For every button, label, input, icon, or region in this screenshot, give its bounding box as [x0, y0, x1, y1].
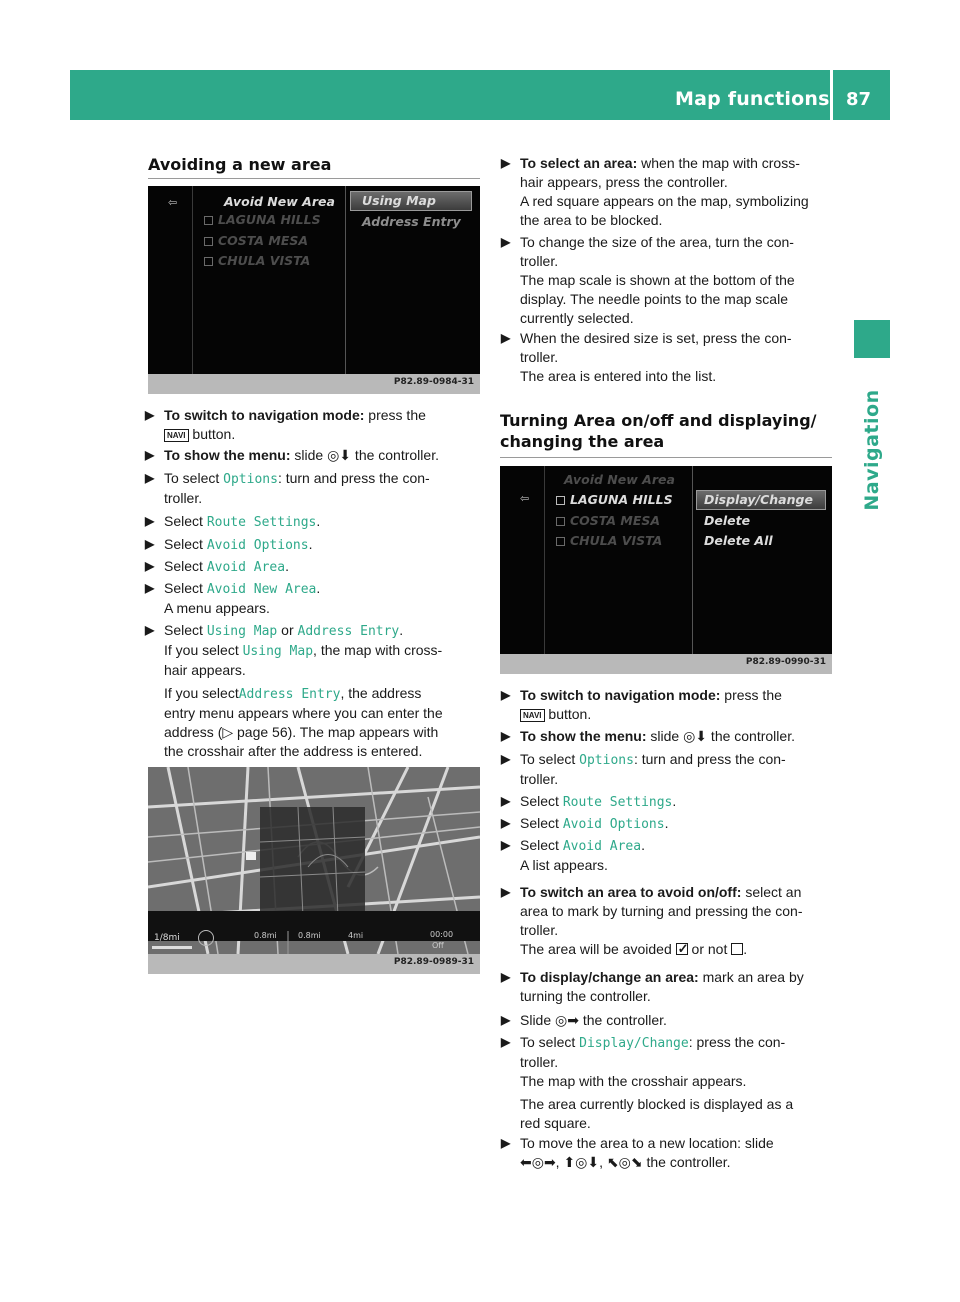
step-switch-nav-mode-2: ▶ To switch to navigation mode: press the NAVI button. [501, 687, 782, 722]
list-item: COSTA MESA [218, 233, 309, 248]
step-arrow-icon: ▶ [501, 156, 511, 170]
step-slide-controller: ▶ Slide ◎➡ the controller. [501, 1012, 667, 1028]
clock-readout: 00:00 [430, 930, 454, 939]
chapter-tab-marker [854, 320, 890, 358]
step-select-options-2: ▶ To select Options: turn and press the con- troller. [501, 751, 786, 787]
step-move-area: ▶ To move the area to a new location: slide ⬅◎➡, ⬆◎⬇, ⬉◎⬊ the controller. [501, 1135, 774, 1170]
step-arrow-icon: ▶ [501, 1013, 511, 1027]
checkbox-unchecked-icon [731, 943, 743, 955]
list-item: CHULA VISTA [218, 253, 311, 268]
step-arrow-icon: ▶ [145, 537, 155, 551]
step-toggle-area: ▶ To switch an area to avoid on/off: select an area to mark by turning and pressing the con- troller. The area will be avoided ✓ or not . [520, 883, 836, 959]
menu-option-display-change: Display/Change [704, 492, 813, 507]
menu-option-using-map: Using Map [362, 193, 436, 208]
menu-option-delete: Delete [704, 513, 751, 528]
page-section-title: Map functions [675, 88, 830, 110]
step-select-display-change: ▶ To select Display/Change: press the con- troller. The map with the crosshair appears. The area currently blocked is displayed as a red square. [501, 1034, 794, 1131]
step-arrow-icon: ▶ [501, 752, 511, 766]
step-arrow-icon: ▶ [145, 471, 155, 485]
heading-rule [148, 178, 480, 179]
step-arrow-icon: ▶ [501, 1035, 511, 1049]
clock-sub: Off [432, 941, 444, 950]
scale-mark: 4mi [348, 931, 364, 940]
menu-header: Avoid New Area [224, 194, 335, 209]
list-item-selected: LAGUNA HILLS [570, 492, 673, 507]
step-select-avoid-new-area: ▶ Select Avoid New Area. A menu appears. [145, 580, 321, 616]
step-select-avoid-options-2: ▶ Select Avoid Options. [501, 815, 669, 832]
scale-mark: 0.8mi [254, 931, 277, 940]
step-arrow-icon: ▶ [145, 623, 155, 637]
navi-key-icon: NAVI [520, 709, 545, 722]
back-icon: ⇦ [168, 197, 178, 209]
step-select-route-settings-2: ▶ Select Route Settings. [501, 793, 677, 810]
checkbox-checked-icon [676, 943, 688, 955]
step-arrow-icon: ▶ [501, 729, 511, 743]
header-divider [830, 70, 833, 120]
image-code: P82.89-0989-31 [393, 957, 474, 967]
screenshot-avoid-new-area-menu [148, 186, 480, 394]
step-select-using-map-or-address: ▶ Select Using Map or Address Entry. If you select Using Map, the map with cross- hair appears. If you selectAddress Entry, the address entry menu appears where you can enter the address (▷ page 56). The map appears with the crosshair after the address is entered. [145, 622, 443, 759]
map-scale-readout: 1/8mi [154, 933, 180, 943]
step-display-change-area: ▶ To display/change an area: mark an area by turning the controller. [501, 969, 804, 1004]
scale-mark: 0.8mi [298, 931, 321, 940]
step-arrow-icon: ▶ [501, 331, 511, 345]
screenshot-display-change-menu [500, 466, 832, 674]
step-arrow-icon: ▶ [145, 559, 155, 573]
step-arrow-icon: ▶ [501, 838, 511, 852]
step-change-size: ▶ To change the size of the area, turn the con- troller. The map scale is shown at the bottom of the display. The needle points to the map scale currently selected. [501, 234, 795, 326]
step-select-an-area: ▶ To select an area: when the map with cross- hair appears, press the controller. A red square appears on the map, symbolizing the area to be blocked. [501, 155, 809, 228]
step-arrow-icon: ▶ [501, 970, 511, 984]
menu-option-address-entry: Address Entry [362, 214, 461, 229]
screenshot-map-crosshair [148, 767, 480, 974]
map-image [148, 767, 480, 954]
step-arrow-icon: ▶ [501, 235, 511, 249]
step-switch-nav-mode: ▶ To switch to navigation mode: press the NAVI button. [145, 407, 426, 442]
chapter-tab-label: Navigation [861, 389, 883, 511]
section-heading-avoid-new-area: Avoiding a new area [148, 155, 332, 174]
step-show-menu: ▶ To show the menu: slide ◎⬇ the controller. [145, 447, 439, 463]
step-select-avoid-area-2: ▶ Select Avoid Area. A list appears. [501, 837, 645, 873]
step-arrow-icon: ▶ [501, 816, 511, 830]
step-show-menu-2: ▶ To show the menu: slide ◎⬇ the controller. [501, 728, 795, 744]
step-select-avoid-area: ▶ Select Avoid Area. [145, 558, 289, 575]
step-arrow-icon: ▶ [501, 885, 511, 899]
step-arrow-icon: ▶ [145, 514, 155, 528]
step-select-avoid-options: ▶ Select Avoid Options. [145, 536, 313, 553]
section-heading-turning-area: Turning Area on/off and displaying/ changing the area [500, 411, 817, 451]
step-arrow-icon: ▶ [501, 688, 511, 702]
step-arrow-icon: ▶ [145, 581, 155, 595]
back-icon: ⇦ [520, 493, 530, 505]
step-select-route-settings: ▶ Select Route Settings. [145, 513, 321, 530]
step-confirm-size: ▶ When the desired size is set, press the con- troller. The area is entered into the list. [501, 330, 792, 384]
page-number: 87 [846, 89, 872, 110]
heading-rule [500, 457, 832, 458]
step-arrow-icon: ▶ [501, 1136, 511, 1150]
step-select-options: ▶ To select Options: turn and press the con- troller. [145, 470, 430, 506]
list-item: COSTA MESA [570, 513, 661, 528]
step-arrow-icon: ▶ [145, 408, 155, 422]
navi-key-icon: NAVI [164, 429, 189, 442]
list-item: CHULA VISTA [570, 533, 663, 548]
list-item: LAGUNA HILLS [218, 212, 321, 227]
menu-header: Avoid New Area [564, 472, 675, 487]
menu-option-delete-all: Delete All [704, 533, 773, 548]
step-arrow-icon: ▶ [501, 794, 511, 808]
image-code: P82.89-0990-31 [745, 657, 826, 667]
compass-icon [198, 930, 214, 946]
scale-bar [152, 946, 192, 949]
image-code: P82.89-0984-31 [393, 377, 474, 387]
step-arrow-icon: ▶ [145, 448, 155, 462]
